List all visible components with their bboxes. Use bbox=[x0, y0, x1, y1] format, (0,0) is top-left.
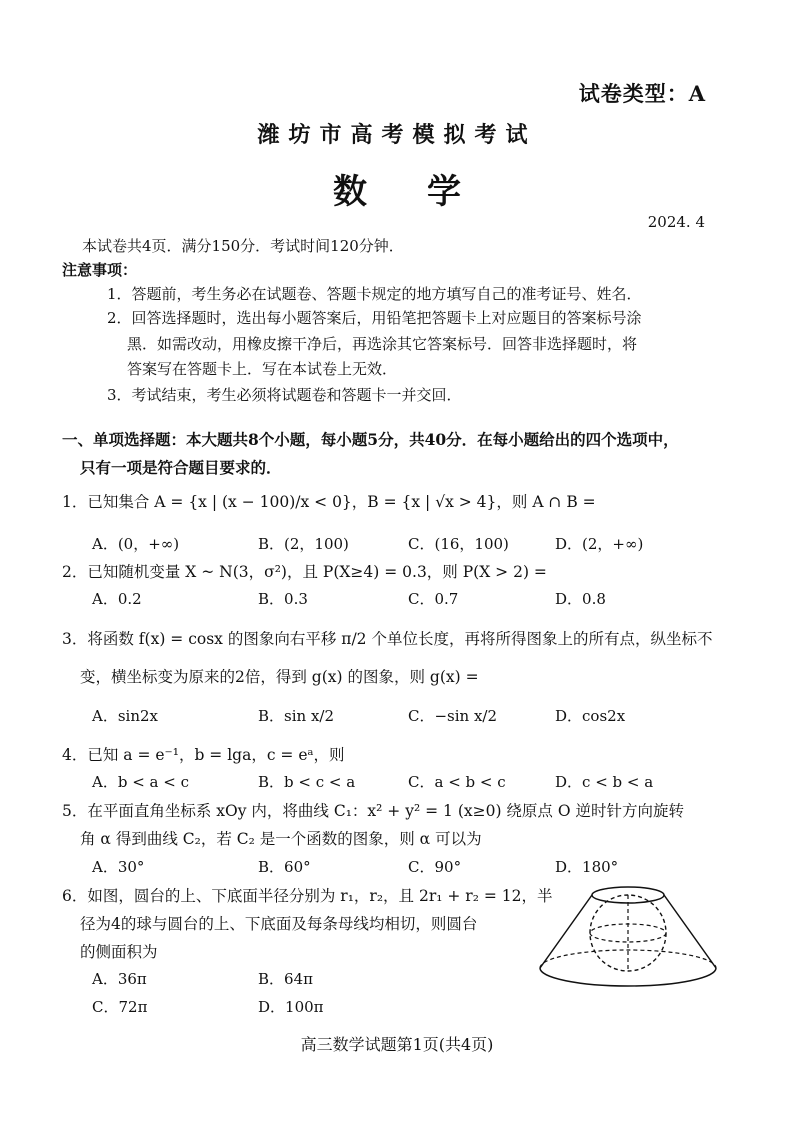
option: A．b < a < c bbox=[92, 773, 189, 791]
notice-item: 1．答题前，考生务必在试题卷、答题卡规定的地方填写自己的准考证号、姓名． bbox=[107, 285, 642, 303]
question-stem: 3．将函数 f(x) = cosx 的图象向右平移 π/2 个单位长度，再将所得图象上的所有点，纵坐标不 bbox=[62, 630, 713, 648]
option: D．cos2x bbox=[555, 707, 626, 725]
option: B．b < c < a bbox=[258, 773, 356, 791]
option: D．100π bbox=[258, 998, 324, 1016]
option: C．0.7 bbox=[408, 590, 459, 608]
question-stem: 4．已知 a = e⁻¹，b = lga，c = eᵃ，则 bbox=[62, 746, 345, 764]
option: D．(2，+∞) bbox=[555, 535, 644, 553]
question-stem: 的侧面积为 bbox=[80, 943, 158, 961]
frustum-sphere-figure bbox=[528, 878, 728, 998]
option: D．c < b < a bbox=[555, 773, 654, 791]
notice-title: 注意事项： bbox=[62, 261, 138, 279]
section-heading: 一、单项选择题：本大题共8个小题，每小题5分，共40分．在每小题给出的四个选项中， bbox=[62, 430, 679, 449]
question-stem: 2．已知随机变量 X ~ N(3，σ²)，且 P(X≥4) = 0.3，则 P(X > 2) = bbox=[62, 563, 547, 581]
question-stem: 6．如图，圆台的上、下底面半径分别为 r₁，r₂，且 2r₁ + r₂ = 12，半 bbox=[62, 887, 553, 905]
question-stem: 1．已知集合 A = {x | (x − 100)/x < 0}，B = {x | √x > 4}，则 A ∩ B = bbox=[62, 493, 596, 511]
notice-item: 黑．如需改动，用橡皮擦干净后，再选涂其它答案标号．回答非选择题时，将 bbox=[127, 335, 638, 353]
section-heading: 只有一项是符合题目要求的． bbox=[80, 458, 282, 477]
question-stem: 变，横坐标变为原来的2倍，得到 g(x) 的图象，则 g(x) = bbox=[80, 668, 479, 686]
paper-type: 试卷类型：A bbox=[578, 81, 706, 106]
option: C．72π bbox=[92, 998, 148, 1016]
option: C．−sin x/2 bbox=[408, 707, 498, 725]
option: A．0.2 bbox=[92, 590, 142, 608]
option: C．a < b < c bbox=[408, 773, 506, 791]
notice-item: 答案写在答题卡上．写在本试卷上无效． bbox=[127, 360, 398, 378]
exam-date: 2024. 4 bbox=[647, 213, 705, 231]
option: D．180° bbox=[555, 858, 619, 876]
option: D．0.8 bbox=[555, 590, 606, 608]
option: B．(2，100) bbox=[258, 535, 349, 553]
option: C．90° bbox=[408, 858, 462, 876]
subject-title: 数学 bbox=[333, 172, 521, 212]
option: B．60° bbox=[258, 858, 311, 876]
option: A．(0，+∞) bbox=[92, 535, 180, 553]
option: B．0.3 bbox=[258, 590, 308, 608]
question-stem: 5．在平面直角坐标系 xOy 内，将曲线 C₁：x² + y² = 1 (x≥0) 绕原点 O 逆时针方向旋转 bbox=[62, 802, 684, 820]
option: B．64π bbox=[258, 970, 313, 988]
exam-title: 潍坊市高考模拟考试 bbox=[257, 122, 537, 148]
notice-item: 3．考试结束，考生必须将试题卷和答题卡一并交回． bbox=[107, 386, 462, 404]
option: A．36π bbox=[92, 970, 147, 988]
question-stem: 径为4的球与圆台的上、下底面及每条母线均相切，则圆台 bbox=[80, 915, 478, 933]
option: A．30° bbox=[92, 858, 145, 876]
option: B．sin x/2 bbox=[258, 707, 335, 725]
page-footer: 高三数学试题第1页(共4页) bbox=[300, 1035, 494, 1054]
option: A．sin2x bbox=[92, 707, 158, 725]
question-stem: 角 α 得到曲线 C₂，若 C₂ 是一个函数的图象，则 α 可以为 bbox=[80, 830, 482, 848]
notice-item: 2．回答选择题时，选出每小题答案后，用铅笔把答题卡上对应题目的答案标号涂 bbox=[107, 309, 642, 327]
option: C．(16，100) bbox=[408, 535, 509, 553]
intro-text: 本试卷共4页．满分150分．考试时间120分钟． bbox=[82, 237, 404, 255]
